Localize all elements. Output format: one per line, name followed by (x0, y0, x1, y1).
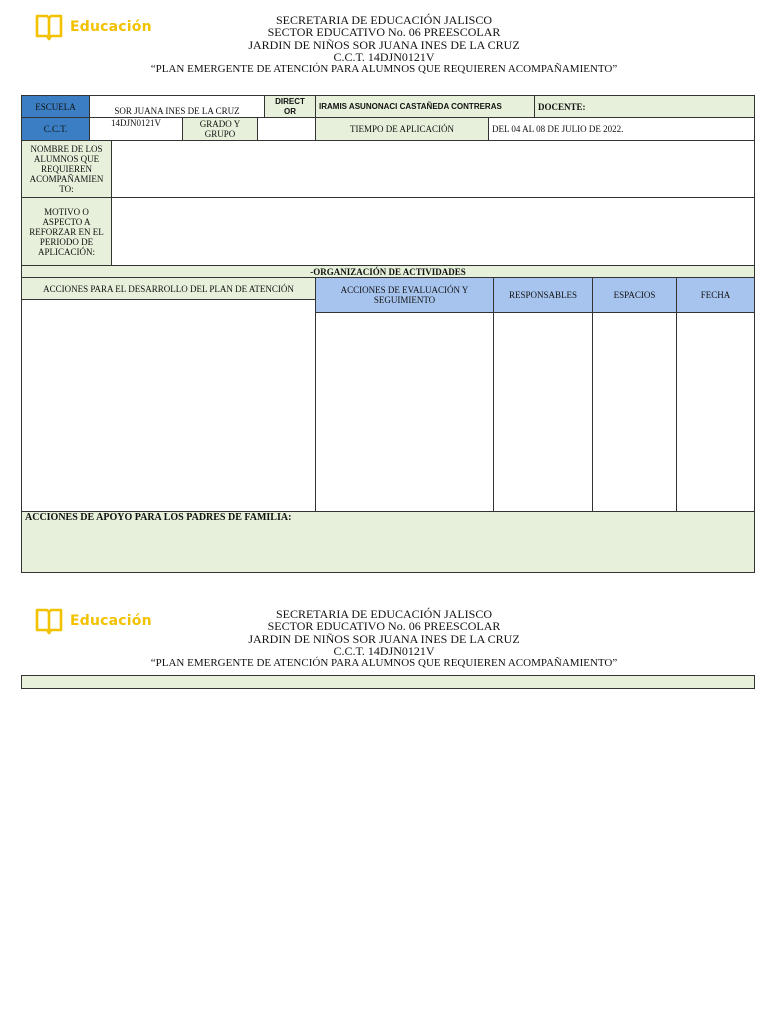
evaluacion-field[interactable] (315, 312, 494, 512)
grado-value[interactable] (257, 117, 316, 141)
header-line-5: “PLAN EMERGENTE DE ATENCIÓN PARA ALUMNOS QUE REQUIEREN ACOMPAÑAMIENTO” (150, 63, 618, 76)
header-line-1: SECRETARIA DE EDUCACIÓN JALISCO (275, 607, 493, 621)
espacios-field[interactable] (592, 312, 677, 512)
header-line-3: JARDIN DE NIÑOS SOR JUANA INES DE LA CRUZ (248, 37, 520, 52)
responsables-field[interactable] (493, 312, 593, 512)
header-line-2: SECTOR EDUCATIVO No. 06 PREESCOLAR (267, 25, 501, 40)
director-value[interactable]: IRAMIS ASUNONACI CASTAÑEDA CONTRERAS (315, 95, 535, 118)
header-line-2: SECTOR EDUCATIVO No. 06 PREESCOLAR (267, 619, 501, 634)
apoyo-padres-field[interactable]: ACCIONES DE APOYO PARA LOS PADRES DE FAMILIA: (21, 511, 755, 573)
director-label: DIRECT OR (264, 95, 316, 118)
tiempo-value[interactable]: DEL 04 AL 08 DE JULIO DE 2022. (488, 117, 755, 141)
page2-table-row[interactable] (21, 675, 755, 689)
header-line-1: SECRETARIA DE EDUCACIÓN JALISCO (275, 13, 493, 27)
brand-name-2: Educación (70, 613, 152, 629)
escuela-value[interactable]: SOR JUANA INES DE LA CRUZ (89, 95, 265, 118)
acciones-desarrollo-header: ACCIONES PARA EL DESARROLLO DEL PLAN DE ATENCIÓN (21, 277, 316, 300)
escuela-label: ESCUELA (21, 95, 90, 118)
fecha-header: FECHA (676, 277, 755, 313)
tiempo-label: TIEMPO DE APLICACIÓN (315, 117, 489, 141)
responsables-header: RESPONSABLES (493, 277, 593, 313)
brand-name: Educación (70, 19, 152, 35)
docente-field[interactable]: DOCENTE: (534, 95, 755, 118)
evaluacion-header: ACCIONES DE EVALUACIÓN Y SEGUIMIENTO (315, 277, 494, 313)
grado-label: GRADO Y GRUPO (182, 117, 258, 141)
header-line-4: C.C.T. 14DJN0121V (333, 49, 435, 64)
espacios-header: ESPACIOS (592, 277, 677, 313)
motivo-label: MOTIVO O ASPECTO A REFORZAR EN EL PERIODO DE APLICACIÓN: (21, 197, 112, 266)
motivo-field[interactable] (111, 197, 755, 266)
acciones-desarrollo-field[interactable] (21, 299, 316, 512)
header-line-3: JARDIN DE NIÑOS SOR JUANA INES DE LA CRUZ (248, 631, 520, 646)
cct-label: C.C.T. (21, 117, 90, 141)
header-line-5: “PLAN EMERGENTE DE ATENCIÓN PARA ALUMNOS QUE REQUIEREN ACOMPAÑAMIENTO” (150, 657, 618, 670)
nombre-label: NOMBRE DE LOS ALUMNOS QUE REQUIEREN ACOMPAÑAMIEN TO: (21, 140, 112, 198)
fecha-field[interactable] (676, 312, 755, 512)
header-line-4: C.C.T. 14DJN0121V (333, 643, 435, 658)
organizacion-heading: -ORGANIZACIÓN DE ACTIVIDADES (21, 265, 755, 278)
cct-value[interactable]: 14DJN0121V (89, 117, 183, 141)
document-header (0, 14, 768, 75)
nombre-field[interactable] (111, 140, 755, 198)
document-header-2 (0, 608, 768, 669)
